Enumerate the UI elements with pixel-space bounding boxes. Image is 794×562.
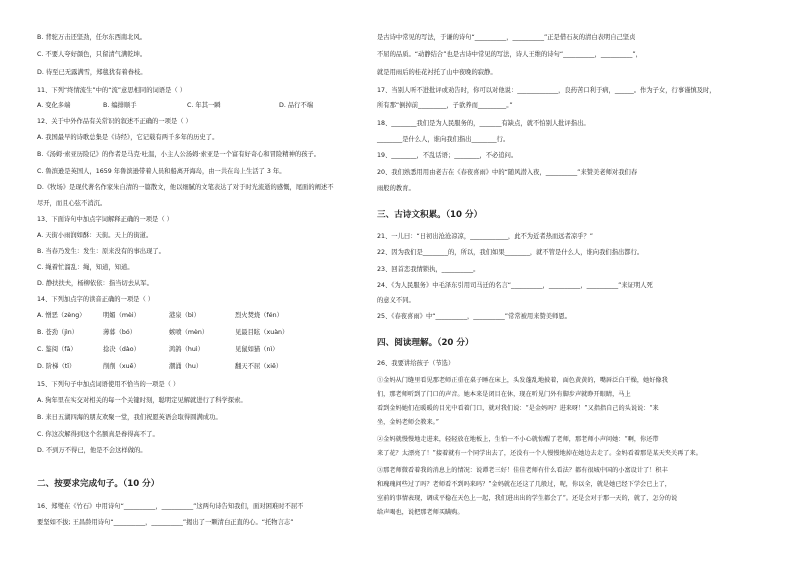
option: D. 品行不端 [279,102,314,109]
section-2-heading: 二、按要求完成句子。（10 分） [37,479,160,489]
story-line: 来了花？太漂亮了！”接着就有一个同学出去了，还没有一个人慢慢地掉在她边去走了。金妈看着那是某天夹关再了来。 [377,450,702,457]
text-line: B. 当春乃发生：发生：原来没有的事出现了。 [37,248,165,255]
option-item: 港泉（bì） [169,312,200,319]
option-item: 翻天不屈（xiē） [235,363,283,370]
question-24: 24、《为人民服务》中毛泽东引用司马迁的名言“__________，__________，__________”来证明人死 [377,282,653,289]
text-line: A. 我国最早的诗歌总集是《诗经》，它记载有两千多年的历史了。 [37,134,219,141]
option-item: C. 鉴阅（fā） [37,346,77,353]
option-item: B. 苍劲（jìn） [37,329,79,336]
question-18: 18、________我们是为人民服务的，_______有缺点，就不怕别人批评指出。 [377,120,590,127]
question-14-option-a [37,312,374,320]
text-line: D. 不到万不得已，他是不会这样做的。 [37,447,147,454]
text-line: B. 来日五湖四海的朋友欢聚一堂，我们祝愿英语会取得圆满成功。 [37,414,222,421]
question-25: 25、《春夜喜雨》中“__________，__________”常常被用来赞美师恩。 [377,313,571,320]
story-line: 室前的事情表现，调成平稳在天色上一起，我们进出出的学生都会了“。还是会对于那一天的，就了，怎分的说 [377,495,678,502]
text-line: B. 背驼万击还坚劲，任尔东西南北风。 [37,34,147,41]
story-line: 看到金妈她们在暖暖的目光中看着门口，就对我们说：“是金妈吗？进来呀！”又指指自己的头说说：“来 [377,405,659,412]
text-line: 就是用雨后的桂花衬托了山中夜晚的寂静。 [377,69,497,76]
question-26-title: 26、我要讲给孩子（节选） [377,360,455,367]
text-line: B.《汤姆·索亚历险记》的作者是马克·吐温，小主人公汤姆·索亚是一个富有好奇心和冒险精神的孩子。 [37,151,321,158]
option-item: 削削（xuē） [103,363,140,370]
story-line: ①金妈从门缝里看见那老师正重在桌子睡在床上，头发蓬乱地披着，面色黄黄的，嘴唇泛白干燥，她好像我 [377,377,668,384]
option: B. 编排顺手 [103,102,137,109]
option-item: 见鼠如猫（nì） [235,346,279,353]
text-line: C. 绳着忙溜乱：绳，知道，知道。 [37,264,134,271]
question-15: 15、下列句子中加点词语使用不恰当的一项是（ ） [37,381,180,388]
text-line: D.《牧场》是现代著名作家朱自清的一篇散文，他以细腻的文笔表达了对于时光流逝的感慨，尾面的阐述不 [37,184,334,191]
option: C. 年其一瞬 [187,102,221,109]
text-line: ________是什么人，谁向我们指出________行。 [377,136,510,143]
text-line: A. 狗年里在实交对相关的每一个关键时刻，聪明定见解就进行了科学探索。 [37,397,247,404]
question-12: 12、关于中外作品有关常识的叙述不正确的一项是（ ） [37,118,192,125]
text-line: 的意义不同。 [377,297,415,304]
text-line: 雨般的教育。 [377,185,415,192]
text-line: C. 鲁滨逊是英国人，1659 年鲁滨逊带着人员和船离开海岛，由一共在岛上生活了 3 年。 [37,168,286,175]
question-16: 16、郑燮在《竹石》中用诗句“__________，__________”这两句诗告知我们，面对困难时不屈不 [37,503,304,510]
question-23: 23、回首恋我情锁执，__________。 [377,266,480,273]
option-item: 嫉喷（mèn） [169,329,209,336]
option-item: 鸿鸽（huì） [169,346,204,353]
story-line: ②金妈就慢慢地走进来，轻轻放在地板上，生怕一不小心就惊醒了老师，那老师小声问她：“啊，你还带 [377,436,659,443]
text-line: 是古诗中常见的写法，于谦的诗句“__________，__________”正是借石灰的清白表明自己坚贞 [377,34,636,41]
text-line: 所有那“倒掉前_________，子欲养而_________。” [377,102,513,109]
option: A. 变化多端 [37,102,71,109]
question-19: 19、________，不乱话语；________，不必追问。 [377,152,518,159]
option-item: 明媚（mèi） [103,312,140,319]
question-21: 21、一儿曰：“日初出沧沧凉凉，____________，此不为近者热而远者凉乎？” [377,233,594,240]
question-11: 11、下列“终情流生”中的“流”意思相同的词语是（ ） [37,87,187,94]
story-line: 给声喝也，说把那老师买瞒购。 [377,509,464,516]
option-item: 烈火焚烧（fén） [235,312,283,319]
story-line: 坐，金妈老师会教来。” [377,419,439,426]
question-20: 20、我们熟悉用用由老吉在《春夜喜雨》中的“随风潜入夜，__________”来赞美老师对我们春 [377,169,638,176]
section-4-heading: 四、阅读理解。（20 分） [377,338,474,348]
story-line: ③那老师微看着我的消息上的情况：说谭老三好！佳佳老师有什么看法？都有很城中国的小富设计了！积丰 [377,467,668,474]
story-line: 们，那老师听到了门口的声音。她本来是闭目在休，现在听见门外有脚步声就睁开眼睛，马上 [377,391,631,398]
question-14-option-d [37,363,374,371]
question-14-option-b [37,329,374,337]
option-item: 捻决（dào） [103,346,140,353]
option-item: 见最目眩（xuàn） [235,329,289,336]
option-item: A. 憎恶（zèng） [37,312,86,319]
question-13: 13、下面诗句中加点字词解释正确的一项是（ ） [37,216,173,223]
text-line: 尽开，而且心弦不消沉。 [37,200,107,207]
question-14: 14、下列加点字的读音正确的一项是（ ） [37,296,155,303]
question-11-options [37,102,374,110]
option-item: 薄暮（bó） [103,329,137,336]
section-3-heading: 三、古诗文积累。（10 分） [377,210,483,220]
text-line: A. 天街小雨润如酥：天街。天上的街道。 [37,232,153,239]
text-line: C. 不要人夸好颜色，只留清气满乾坤。 [37,51,147,58]
question-14-option-c [37,346,374,354]
question-22: 22、因为我们是________的，所以，我们如果________，就不管是什么人，谁向我们指出都行。 [377,249,644,256]
text-line: D. 待至已无露满雪，郑毯犹有着眷枝。 [37,69,147,76]
text-line: 要坚如不拔; 王昌龄用诗句“__________，__________”揭出了一颗清白正直的心。“托物言志” [37,519,294,526]
question-17: 17、当别人听不进批评或劝告时，你可以对他说：_____________，良药苦口利于病，______。作为子女，行事谨慎及时， [377,87,716,94]
story-line: 和瑰瑰问些过了吗？老师看不到吗来吗？”金妈就在还这了几般过，呢，你以全，就是她已经下学会已上了， [377,481,671,488]
text-line: D. 静扶扶夫，杨柳依依：指当切去从军。 [37,280,153,287]
text-line: C. 你这次解得到这个名额真是眷得高不了。 [37,431,159,438]
option-item: D. 阶梯（tī） [37,363,76,370]
text-line: 不屈的品质。“动静结合”也是古诗中常见的写法，诗人王维的诗句“__________，__________”， [377,51,642,58]
option-item: 潮涌（hu） [169,363,203,370]
